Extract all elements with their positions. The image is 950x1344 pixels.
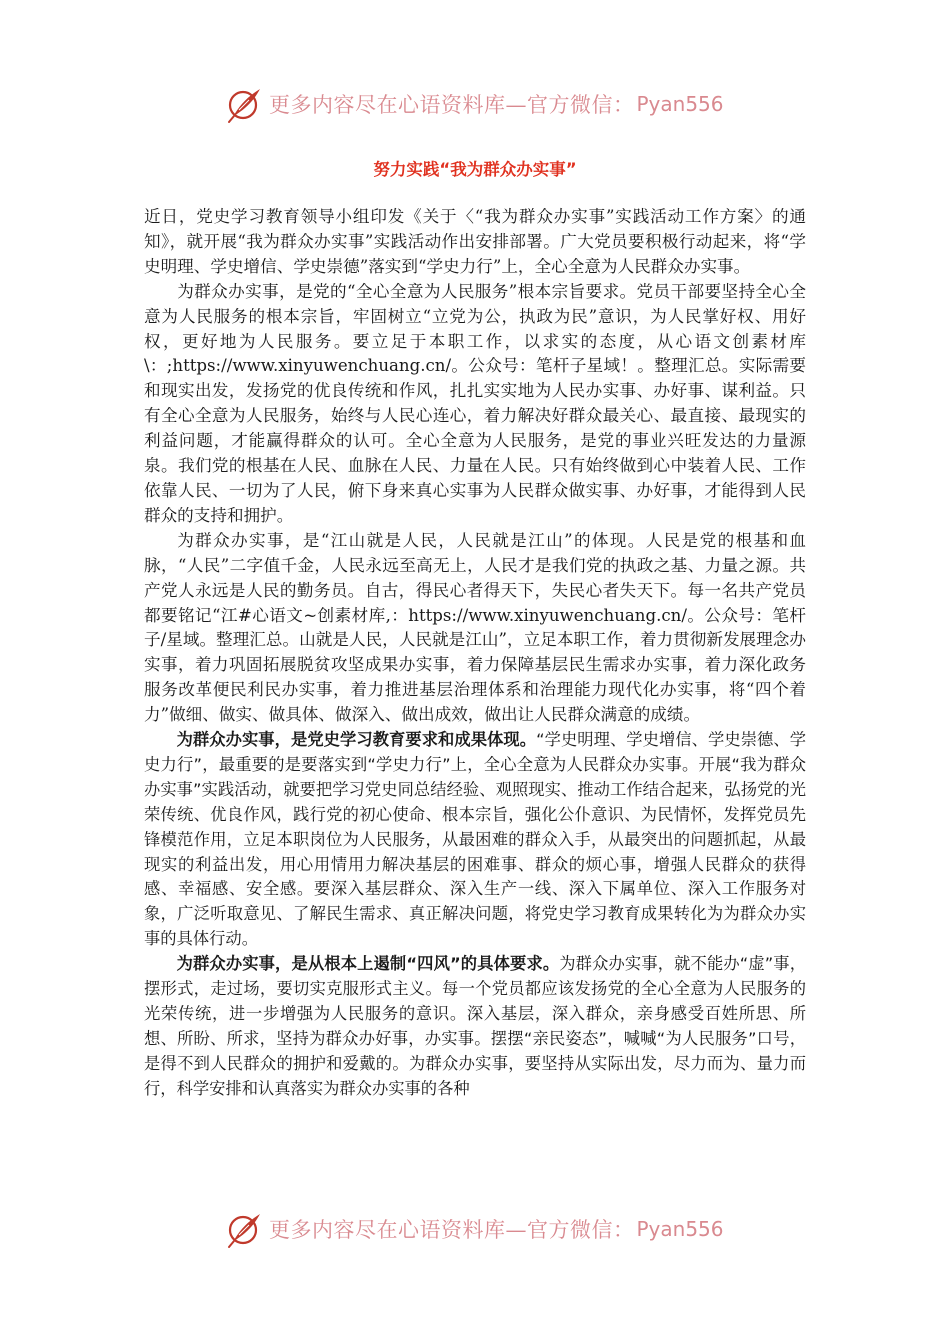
watermark-text: 更多内容尽在心语资料库—官方微信： — [269, 93, 635, 117]
paragraph-1: 近日，党史学习教育领导小组印发《关于〈“我为群众办实事”实践活动工作方案〉的通知》，就开展“我为群众办实事”实践活动作出安排部署。广大党员要积极行动起来，将“学史明理、学史增信、学史崇德”落实到“学史力行”上，全心全意为人民群众办实事。 — [144, 207, 806, 276]
quill-pen-logo-icon — [225, 84, 265, 124]
paragraph-4-text: “学史明理、学史增信、学史崇德、学史力行”，最重要的是要落实到“学史力行”上，全心全意为人民群众办实事。开展“我为群众办实事”实践活动，就要把学习党史同总结经验、观照现实、推动工作结合起来，弘扬党的光荣传统、优良作风，践行党的初心使命、根本宗旨，强化公仆意识、为民情怀，发挥党员先锋模范作用，立足本职岗位为人民服务，从最困难的群众入手，从最突出的问题抓起，从最现实的利益出发，用心用情用力解决基层的困难事、群众的烦心事，增强人民群众的获得感、幸福感、安全感。要深入基层群众、深入生产一线、深入下属单位、深入工作服务对象，广泛听取意见、了解民生需求、真正解决问题，将党史学习教育成果转化为为群众办实事的具体行动。 — [144, 730, 807, 949]
paragraph-4 — [144, 728, 806, 952]
watermark-wechat-id: Pyan556 — [636, 92, 724, 116]
paragraph-5 — [144, 952, 806, 1101]
watermark-wechat-id: Pyan556 — [636, 1217, 724, 1241]
paragraph-3: 为群众办实事，是“江山就是人民，人民就是江山”的体现。人民是党的根基和血脉，“人民”二字值千金，人民永远至高无上，人民才是我们党的执政之基、力量之源。共产党人永远是人民的勤务员。自古，得民心者得天下，失民心者失天下。每一名共产党员都要铭记“江#心语文~创素材库,：https://www.xinyuwenchuang.cn/。公众号：笔杆子/星域。整理汇总。山就是人民，人民就是江山”，立足本职工作，着力贯彻新发展理念办实事，着力巩固拓展脱贫攻坚成果办实事，着力保障基层民生需求办实事，着力深化政务服务改革便民利民办实事，着力推进基层治理体系和治理能力现代化办实事，将“四个着力”做细、做实、做具体、做深入、做出成效，做出让人民群众满意的成绩。 — [144, 530, 806, 725]
paragraph-2: 为群众办实事，是党的“全心全意为人民服务”根本宗旨要求。党员干部要坚持全心全意为人民服务的根本宗旨，牢固树立“立党为公，执政为民”意识，为人民掌好权、用好权，更好地为人民服务。要立足于本职工作，以求实的态度，从心语文创素材库\：;https://www.xinyuwenchuang.cn/。公众号：笔杆子星域！。整理汇总。实际需要和现实出发，发扬党的优良传统和作风，扎扎实实地为人民办实事、办好事、谋利益。只有全心全意为人民服务，始终与人民心连心，着力解决好群众最关心、最直接、最现实的利益问题，才能赢得群众的认可。全心全意为人民服务，是党的事业兴旺发达的力量源泉。我们党的根基在人民、血脉在人民、力量在人民。只有始终做到心中装着人民、工作依靠人民、一切为了人民，俯下身来真心实事为人民群众做实事、办好事，才能得到人民群众的支持和拥护。 — [144, 281, 806, 525]
quill-pen-logo-icon — [225, 1209, 265, 1249]
footer-watermark — [225, 1207, 724, 1251]
paragraph-5-lead: 为群众办实事，是从根本上遏制“四风”的具体要求。 — [176, 954, 560, 974]
header-watermark — [225, 82, 724, 126]
paragraph-4-lead: 为群众办实事，是党史学习教育要求和成果体现。 — [176, 730, 537, 750]
document-body — [144, 205, 806, 1102]
watermark-text: 更多内容尽在心语资料库—官方微信： — [269, 1218, 635, 1242]
paragraph-5-text: 为群众办实事，就不能办“虚”事，摆形式，走过场，要切实克服形式主义。每一个党员都应该发扬党的全心全意为人民服务的光荣传统，进一步增强为人民服务的意识。深入基层，深入群众，亲身感受百姓所思、所想、所盼、所求，坚持为群众办好事，办实事。摆摆“亲民姿态”，喊喊“为人民服务”口号，是得不到人民群众的拥护和爱戴的。为群众办实事，要坚持从实际出发，尽力而为、量力而行，科学安排和认真落实为群众办实事的各种 — [144, 954, 806, 1098]
document-title: 努力实践“我为群众办实事” — [373, 160, 577, 179]
